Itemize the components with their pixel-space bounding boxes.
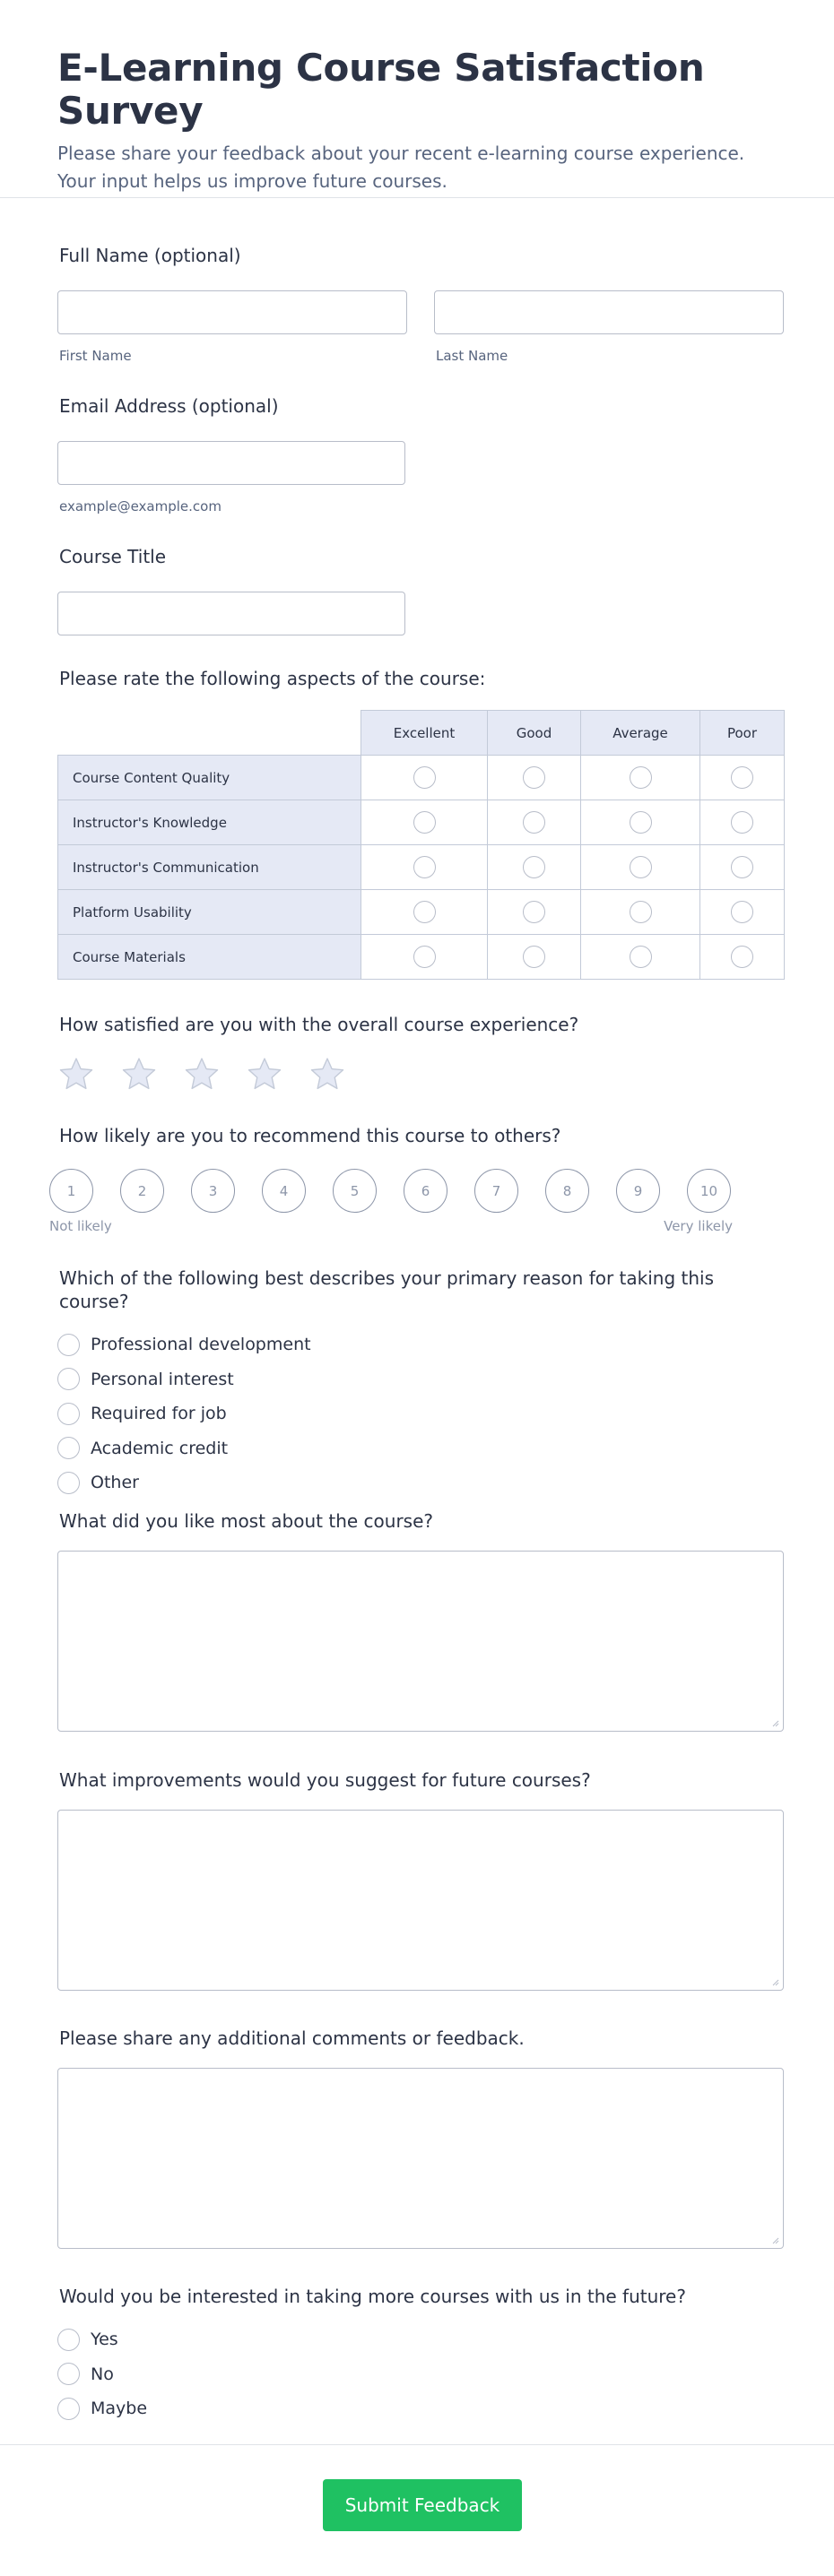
matrix-row bbox=[58, 800, 785, 845]
star-icon[interactable] bbox=[183, 1056, 221, 1094]
matrix-cell bbox=[581, 935, 700, 980]
comments-textarea[interactable] bbox=[57, 2068, 784, 2249]
reason-options bbox=[57, 1327, 784, 1500]
future-interest-label: Would you be interested in taking more courses with us in the future? bbox=[59, 2286, 686, 2307]
matrix-column-header: Poor bbox=[700, 711, 785, 756]
matrix-cell bbox=[581, 800, 700, 845]
resize-grip-icon[interactable] bbox=[772, 2237, 779, 2244]
matrix-radio-average[interactable] bbox=[630, 946, 652, 968]
email-question bbox=[57, 394, 784, 514]
matrix-row-label: Instructor's Knowledge bbox=[58, 800, 361, 845]
matrix-cell bbox=[361, 756, 488, 800]
matrix-radio-good[interactable] bbox=[523, 766, 545, 789]
matrix-radio-poor[interactable] bbox=[731, 811, 753, 834]
matrix-radio-average[interactable] bbox=[630, 811, 652, 834]
resize-grip-icon[interactable] bbox=[772, 1979, 779, 1986]
star-icon[interactable] bbox=[246, 1056, 283, 1094]
improvements-label: What improvements would you suggest for future courses? bbox=[59, 1769, 591, 1791]
star-rating bbox=[57, 1056, 784, 1094]
matrix-cell bbox=[488, 756, 581, 800]
comments-question bbox=[57, 2027, 784, 2249]
matrix-radio-poor[interactable] bbox=[731, 856, 753, 878]
matrix-cell bbox=[700, 845, 785, 890]
matrix-row bbox=[58, 756, 785, 800]
liked-most-label: What did you like most about the course? bbox=[59, 1510, 434, 1532]
matrix-radio-poor[interactable] bbox=[731, 766, 753, 789]
radio-button[interactable] bbox=[57, 1368, 80, 1390]
rating-matrix bbox=[57, 710, 785, 980]
resize-grip-icon[interactable] bbox=[772, 1720, 779, 1727]
scale-low-label: Not likely bbox=[49, 1218, 112, 1234]
scale-option-9[interactable]: 9 bbox=[616, 1169, 660, 1213]
matrix-column-header: Good bbox=[488, 711, 581, 756]
star-icon[interactable] bbox=[57, 1056, 95, 1094]
matrix-radio-poor[interactable] bbox=[731, 901, 753, 923]
option-label: Maybe bbox=[91, 2399, 148, 2419]
scale-high-label: Very likely bbox=[664, 1218, 733, 1234]
option-label: Academic credit bbox=[91, 1438, 229, 1458]
matrix-radio-poor[interactable] bbox=[731, 946, 753, 968]
reason-label: Which of the following best describes your primary reason for taking this course? bbox=[59, 1267, 715, 1312]
scale-option-2[interactable]: 2 bbox=[120, 1169, 164, 1213]
full-name-question bbox=[57, 244, 784, 364]
matrix-cell bbox=[700, 800, 785, 845]
matrix-cell bbox=[361, 800, 488, 845]
satisfaction-question bbox=[57, 1013, 784, 1094]
matrix-row bbox=[58, 890, 785, 935]
liked-most-question bbox=[57, 1509, 784, 1732]
matrix-row-label: Course Content Quality bbox=[58, 756, 361, 800]
scale-option-5[interactable]: 5 bbox=[333, 1169, 377, 1213]
option-label: Yes bbox=[91, 2330, 118, 2350]
matrix-cell bbox=[581, 890, 700, 935]
matrix-cell bbox=[700, 756, 785, 800]
course-title-input[interactable] bbox=[57, 592, 405, 635]
future-interest-options bbox=[57, 2322, 784, 2426]
option-required-for-job[interactable] bbox=[57, 1396, 784, 1431]
satisfaction-label: How satisfied are you with the overall course experience? bbox=[59, 1014, 579, 1035]
option-no[interactable] bbox=[57, 2357, 784, 2392]
course-title-label: Course Title bbox=[59, 546, 167, 567]
matrix-radio-excellent[interactable] bbox=[413, 946, 436, 968]
matrix-cell bbox=[361, 935, 488, 980]
matrix-cell bbox=[700, 890, 785, 935]
matrix-radio-excellent[interactable] bbox=[413, 856, 436, 878]
form-header bbox=[0, 0, 834, 198]
email-field[interactable] bbox=[57, 441, 405, 485]
scale-option-6[interactable]: 6 bbox=[404, 1169, 447, 1213]
matrix-cell bbox=[488, 800, 581, 845]
star-icon[interactable] bbox=[308, 1056, 346, 1094]
future-interest-question bbox=[57, 2285, 784, 2426]
matrix-row bbox=[58, 845, 785, 890]
option-label: Required for job bbox=[91, 1404, 227, 1424]
matrix-cell bbox=[488, 890, 581, 935]
matrix-radio-average[interactable] bbox=[630, 766, 652, 789]
matrix-cell bbox=[700, 935, 785, 980]
improvements-question bbox=[57, 1768, 784, 1991]
matrix-column-header: Excellent bbox=[361, 711, 488, 756]
matrix-radio-average[interactable] bbox=[630, 901, 652, 923]
radio-button[interactable] bbox=[57, 1334, 80, 1356]
option-yes[interactable] bbox=[57, 2322, 784, 2357]
full-name-label: Full Name (optional) bbox=[59, 245, 241, 266]
last-name-sublabel: Last Name bbox=[436, 348, 508, 364]
matrix-radio-average[interactable] bbox=[630, 856, 652, 878]
scale-option-3[interactable]: 3 bbox=[191, 1169, 235, 1213]
rating-matrix-question bbox=[57, 667, 784, 980]
last-name-input[interactable] bbox=[434, 290, 784, 334]
matrix-cell bbox=[581, 845, 700, 890]
star-icon[interactable] bbox=[120, 1056, 158, 1094]
matrix-cell bbox=[581, 756, 700, 800]
email-label: Email Address (optional) bbox=[59, 395, 279, 417]
matrix-row-label: Instructor's Communication bbox=[58, 845, 361, 890]
option-label: Other bbox=[91, 1473, 139, 1493]
form-title: E-Learning Course Satisfaction Survey bbox=[57, 46, 705, 133]
recommend-scale bbox=[49, 1169, 784, 1213]
option-maybe[interactable] bbox=[57, 2391, 784, 2426]
reason-question bbox=[57, 1266, 784, 1500]
matrix-cell bbox=[488, 935, 581, 980]
option-professional-development[interactable] bbox=[57, 1327, 784, 1362]
matrix-cell bbox=[488, 845, 581, 890]
matrix-radio-good[interactable] bbox=[523, 901, 545, 923]
matrix-radio-good[interactable] bbox=[523, 946, 545, 968]
radio-button[interactable] bbox=[57, 2363, 80, 2385]
matrix-radio-excellent[interactable] bbox=[413, 766, 436, 789]
matrix-column-header: Average bbox=[581, 711, 700, 756]
liked-most-textarea[interactable] bbox=[57, 1551, 784, 1732]
recommend-question bbox=[49, 1124, 784, 1234]
matrix-radio-good[interactable] bbox=[523, 856, 545, 878]
scale-option-10[interactable]: 10 bbox=[687, 1169, 731, 1213]
matrix-cell bbox=[361, 890, 488, 935]
radio-button[interactable] bbox=[57, 1472, 80, 1494]
first-name-sublabel: First Name bbox=[59, 348, 132, 364]
option-label: Professional development bbox=[91, 1335, 311, 1355]
option-personal-interest[interactable] bbox=[57, 1362, 784, 1397]
submit-button[interactable]: Submit Feedback bbox=[323, 2479, 522, 2531]
option-label: Personal interest bbox=[91, 1369, 234, 1389]
radio-button[interactable] bbox=[57, 1403, 80, 1425]
option-other[interactable] bbox=[57, 1465, 784, 1500]
scale-option-7[interactable]: 7 bbox=[474, 1169, 518, 1213]
radio-button[interactable] bbox=[57, 2398, 80, 2420]
matrix-corner bbox=[58, 711, 361, 756]
option-academic-credit[interactable] bbox=[57, 1431, 784, 1466]
matrix-radio-excellent[interactable] bbox=[413, 901, 436, 923]
course-title-question bbox=[57, 545, 784, 635]
option-label: No bbox=[91, 2364, 114, 2384]
rating-matrix-label: Please rate the following aspects of the course: bbox=[59, 668, 486, 689]
first-name-input[interactable] bbox=[57, 290, 407, 334]
radio-button[interactable] bbox=[57, 2329, 80, 2351]
form-description: Please share your feedback about your recent e-learning course experience. Your input helps us improve future courses. bbox=[57, 143, 745, 192]
matrix-row bbox=[58, 935, 785, 980]
matrix-cell bbox=[361, 845, 488, 890]
recommend-label: How likely are you to recommend this course to others? bbox=[59, 1125, 561, 1146]
email-sublabel: example@example.com bbox=[59, 498, 222, 514]
improvements-textarea[interactable] bbox=[57, 1810, 784, 1991]
radio-button[interactable] bbox=[57, 1437, 80, 1459]
matrix-radio-good[interactable] bbox=[523, 811, 545, 834]
scale-option-1[interactable]: 1 bbox=[49, 1169, 93, 1213]
scale-option-8[interactable]: 8 bbox=[545, 1169, 589, 1213]
matrix-radio-excellent[interactable] bbox=[413, 811, 436, 834]
comments-label: Please share any additional comments or feedback. bbox=[59, 2027, 525, 2049]
matrix-row-label: Course Materials bbox=[58, 935, 361, 980]
scale-option-4[interactable]: 4 bbox=[262, 1169, 306, 1213]
form-footer bbox=[0, 2444, 834, 2576]
matrix-row-label: Platform Usability bbox=[58, 890, 361, 935]
